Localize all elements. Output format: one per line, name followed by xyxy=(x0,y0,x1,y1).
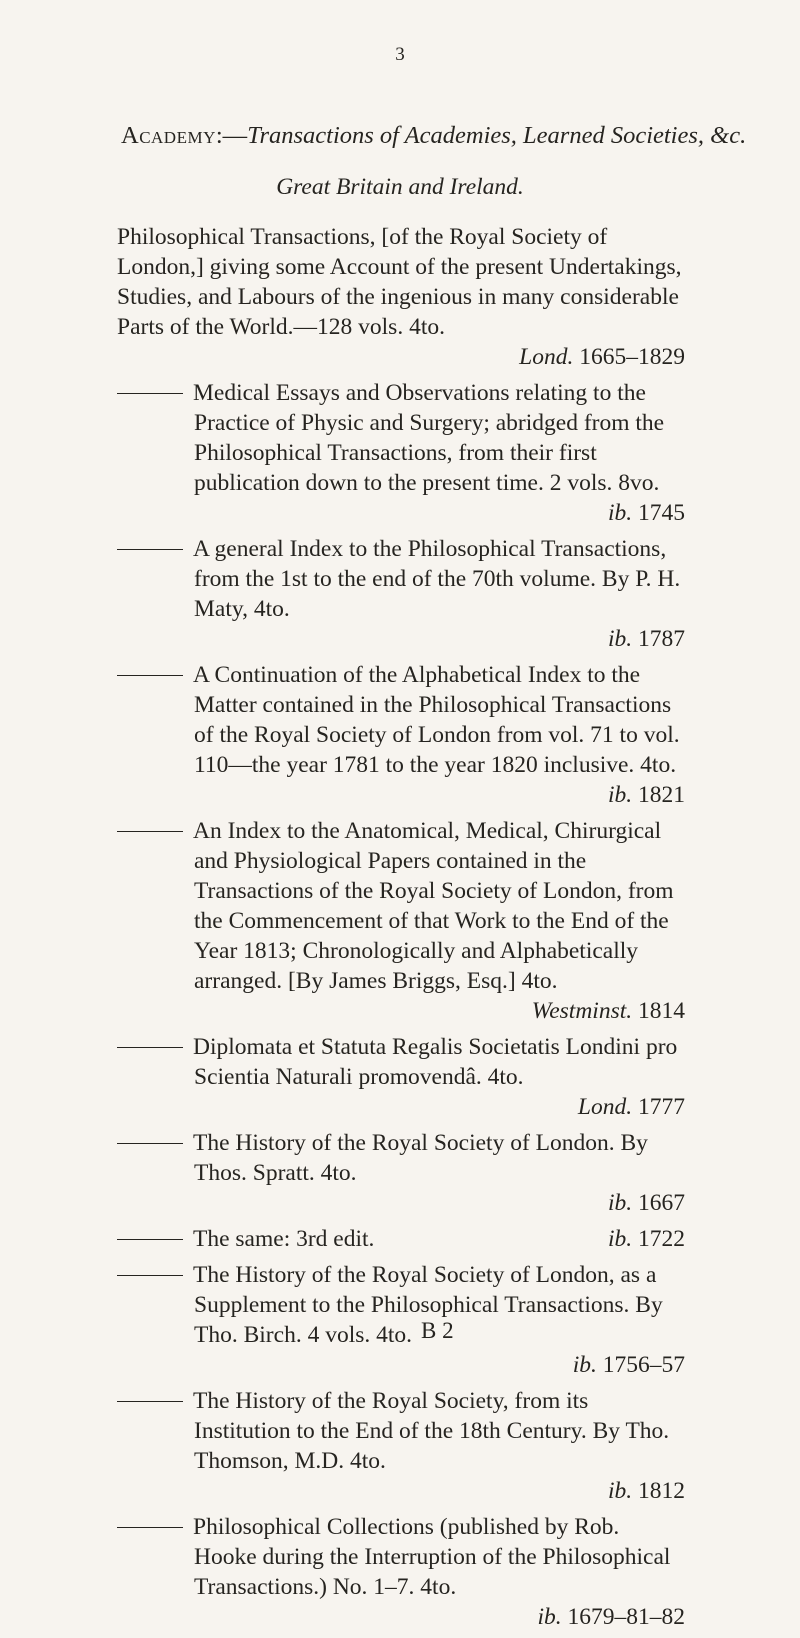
entry-text: A general Index to the Philosophical Transactions, from the 1st to the end of the 70th volume. By P. H. Maty, 4to. xyxy=(193,536,681,622)
entry-text: Philosophical Collections (published by Rob. Hooke during the Interruption of the Philosophical Transactions.) No. 1–7. 4to. xyxy=(193,1514,671,1600)
entry-imprint xyxy=(608,1224,685,1254)
ditto-rule xyxy=(117,1047,183,1048)
entry-imprint xyxy=(194,1602,685,1632)
entry xyxy=(117,816,685,1026)
ditto-rule xyxy=(117,1239,183,1240)
page-number: 3 xyxy=(395,44,405,65)
entry-date: 1667 xyxy=(638,1190,685,1216)
entry-imprint xyxy=(194,1188,685,1218)
entry-place: Westminst. xyxy=(531,998,633,1024)
entry-imprint xyxy=(194,1476,685,1506)
entry-text: Medical Essays and Observations relating to the Practice of Physic and Surgery; abridged from the Philosophical Transactions, from their first publication down to the present time. 2 vols. 8vo. xyxy=(193,380,665,496)
entry-text: An Index to the Anatomical, Medical, Chirurgical and Physiological Papers contained in the Transactions of the Royal Society of London, from the Commencement of that Work to the End of the Year 1813; Chronologically and Alphabetically arranged. [By James Briggs, Esq.] 4to. xyxy=(193,818,674,994)
entry-place: ib. xyxy=(572,1352,597,1378)
entry-text: The History of the Royal Society, from its Institution to the End of the 18th Century. By Tho. Thomson, M.D. 4to. xyxy=(193,1388,670,1474)
entry-text: Philosophical Transactions, [of the Royal Society of London,] giving some Account of the present Undertakings, Studies, and Labours of the ingenious in many considerable Parts of the World.—128 vols. 4to. xyxy=(117,224,682,340)
ditto-rule xyxy=(117,1275,183,1276)
entry xyxy=(117,1260,685,1380)
entry-imprint xyxy=(117,342,685,372)
entry-date: 1665–1829 xyxy=(579,344,685,370)
entry-text: A Continuation of the Alphabetical Index to the Matter contained in the Philosophical Transactions of the Royal Society of London from vol. 71 to vol. 110—the year 1781 to the year 1820 inclusive. 4to. xyxy=(193,662,680,778)
entry-imprint xyxy=(194,1092,685,1122)
running-head xyxy=(121,122,746,150)
ditto-rule xyxy=(117,831,183,832)
ditto-rule xyxy=(117,393,183,394)
entry xyxy=(117,1386,685,1506)
entry xyxy=(117,660,685,810)
entry-list xyxy=(117,222,685,1638)
ditto-rule xyxy=(117,1401,183,1402)
entry xyxy=(117,1128,685,1218)
entry-place: ib. xyxy=(607,1226,633,1252)
entry-imprint xyxy=(194,780,685,810)
entry-place: Lond. xyxy=(519,344,574,370)
entry-date: 1679–81–82 xyxy=(567,1604,685,1630)
entry-text: Diplomata et Statuta Regalis Societatis Londini pro Scientia Naturali promovendâ. 4to. xyxy=(193,1034,678,1090)
entry-date: 1745 xyxy=(638,500,685,526)
entry-date: 1722 xyxy=(638,1226,685,1252)
ditto-rule xyxy=(117,1143,183,1144)
entry-place: ib. xyxy=(607,782,633,808)
ditto-rule xyxy=(117,549,183,550)
entry-place: Lond. xyxy=(577,1094,633,1120)
entry-text: The History of the Royal Society of London. By Thos. Spratt. 4to. xyxy=(193,1130,648,1186)
entry-imprint xyxy=(194,996,685,1026)
entry xyxy=(117,378,685,528)
entry xyxy=(117,534,685,654)
ditto-rule xyxy=(117,675,183,676)
entry-place: ib. xyxy=(537,1604,562,1630)
entry-place: ib. xyxy=(607,1190,633,1216)
running-head-separator: :— xyxy=(215,122,248,149)
entry-text: The History of the Royal Society of London, as a Supplement to the Philosophical Transactions. By Tho. Birch. 4 vols. 4to. xyxy=(193,1262,663,1348)
ditto-rule xyxy=(117,1527,183,1528)
running-head-title: Transactions of Academies, Learned Societies, &c. xyxy=(247,122,747,149)
section-subhead: Great Britain and Ireland. xyxy=(276,174,524,200)
entry-date: 1821 xyxy=(638,782,685,808)
entry xyxy=(117,1224,685,1254)
entry xyxy=(117,1512,685,1632)
entry-place: ib. xyxy=(607,1478,633,1504)
running-head-label: Academy xyxy=(121,122,216,149)
entry-imprint xyxy=(194,1350,685,1380)
entry-date: 1777 xyxy=(638,1094,685,1120)
entry xyxy=(117,222,685,372)
entry-date: 1787 xyxy=(638,626,685,652)
entry-date: 1756–57 xyxy=(602,1352,685,1378)
entry-imprint xyxy=(194,624,685,654)
entry xyxy=(117,1032,685,1122)
entry-imprint xyxy=(194,498,685,528)
entry-place: ib. xyxy=(607,500,633,526)
entry-date: 1812 xyxy=(638,1478,685,1504)
entry-date: 1814 xyxy=(638,998,685,1024)
entry-text: The same: 3rd edit. xyxy=(193,1226,375,1252)
entry-place: ib. xyxy=(607,626,633,652)
signature-mark: B 2 xyxy=(421,1318,454,1343)
